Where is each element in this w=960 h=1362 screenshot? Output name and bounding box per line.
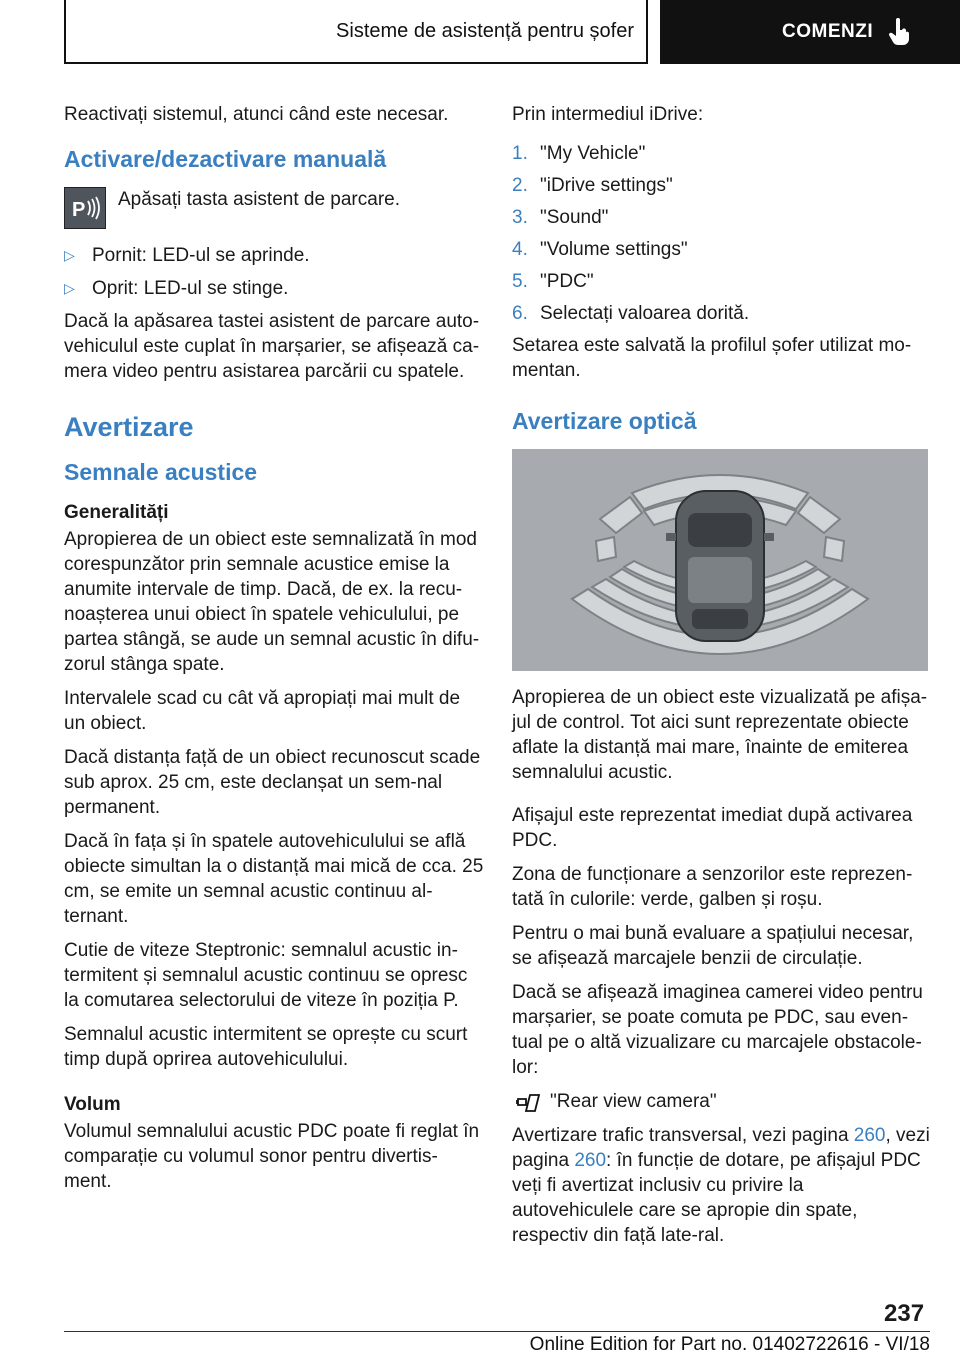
svg-text:P: P	[72, 199, 86, 221]
step-number: 5.	[512, 271, 528, 292]
triangle-bullet-icon: ▷	[64, 247, 75, 263]
section-title: Sisteme de asistență pentru șofer	[336, 19, 634, 42]
manual-heading: Activare/dezactivare manuală	[64, 146, 387, 172]
camera-option	[512, 1089, 930, 1114]
general-heading: Generalități	[64, 502, 169, 523]
step-text: "My Vehicle"	[540, 143, 646, 164]
optical-heading: Avertizare optică	[512, 408, 697, 434]
rear-camera-icon	[514, 1091, 542, 1113]
header-section-title	[64, 0, 648, 64]
step-number: 2.	[512, 175, 528, 196]
step-text: Selectați valoarea dorită.	[540, 303, 750, 324]
saved-note: Setarea este salvată la profilul șofer utilizat mo-mentan.	[512, 335, 912, 381]
intro-text: Reactivați sistemul, atunci când este necesar.	[64, 104, 449, 125]
page-link-260[interactable]: 260	[853, 1125, 886, 1146]
paragraph: Apropierea de un obiect este vizualizată pe afișa-jul de control. Tot aici sunt reprezentate obiecte aflate la distanță mai mare, înainte de emiterea semnalului acustic.	[512, 687, 928, 783]
step-number: 1.	[512, 143, 528, 164]
paragraph: Cutie de viteze Steptronic: semnalul acustic in-termitent și semnalul acustic continuu se opresc la comutarea selectorului de viteze în poziția P.	[64, 940, 468, 1011]
page-link-260[interactable]: 260	[574, 1150, 607, 1171]
bullet-text: Oprit: LED-ul se stinge.	[92, 278, 289, 299]
idrive-intro: Prin intermediul iDrive:	[512, 104, 704, 125]
step-number: 4.	[512, 239, 528, 260]
camera-label: "Rear view camera"	[550, 1091, 717, 1112]
list-item	[512, 205, 930, 230]
paragraph: Zona de funcționare a senzorilor este reprezen-tată în culorile: verde, galben și roșu.	[512, 864, 913, 910]
volume-text: Volumul semnalului acustic PDC poate fi reglat în comparație cu volumul sonor pentru divertis-ment.	[64, 1121, 480, 1192]
paragraph: Dacă se afișează imaginea camerei video pentru marșarier, se poate comuta pe PDC, sau even-tual pe o altă vizualizare cu marcajele obstacole-lor:	[512, 982, 923, 1078]
step-text: "Volume settings"	[540, 239, 688, 260]
paragraph: Semnalul acustic intermitent se oprește cu scurt timp după oprirea autovehiculului.	[64, 1024, 468, 1070]
pdc-display-image	[512, 449, 928, 671]
idrive-steps	[512, 141, 930, 326]
paragraph: Pentru o mai bună evaluare a spațiului necesar, se afișează marcajele benzii de circulație.	[512, 923, 914, 969]
cross-traffic-part: , vezi pagina	[512, 1125, 930, 1171]
paragraph: Dacă distanța față de un obiect recunoscut scade sub aprox. 25 cm, este declanșat un sem-nal permanent.	[64, 747, 481, 818]
volume-heading: Volum	[64, 1094, 121, 1115]
chapter-title: COMENZI	[782, 21, 874, 42]
header-chapter-tab[interactable]	[660, 0, 960, 64]
paragraph: Afișajul este reprezentat imediat după activarea PDC.	[512, 805, 913, 851]
paragraph: Apropierea de un obiect este semnalizată în mod corespunzător prin semnale acustice emise la anumite intervale de timp. Dacă, de ex. la recu-noașterea unui obiect în spatele vehiculului, pe partea stângă, se aude un semnal acustic în difu-zorul stânga spate.	[64, 529, 480, 675]
step-text: "iDrive settings"	[540, 175, 673, 196]
step-text: "Sound"	[540, 207, 609, 228]
list-item	[512, 301, 930, 326]
pointing-hand-icon	[887, 18, 911, 46]
paragraph: Intervalele scad cu cât vă apropiați mai mult de un obiect.	[64, 688, 461, 734]
page-number: 237	[884, 1300, 925, 1327]
warning-heading: Avertizare	[64, 412, 194, 442]
button-instruction	[64, 187, 484, 229]
step-text: "PDC"	[540, 271, 594, 292]
cross-traffic-part: : în funcție de dotare, pe afișajul PDC veți fi avertizat inclusiv cu privire la autovehiculele care se apropie din spate, respectiv din față late-ral.	[512, 1150, 921, 1246]
cross-traffic-text	[512, 1123, 930, 1248]
list-item	[512, 173, 930, 198]
park-assist-button-icon	[64, 187, 106, 229]
list-item	[64, 243, 484, 268]
acoustic-heading: Semnale acustice	[64, 459, 258, 485]
step-number: 3.	[512, 207, 528, 228]
paragraph: Dacă în fața și în spatele autovehiculului se află obiecte simultan la o distanță mai mică de cca. 25 cm, se emite un semnal acustic continuu al-ternant.	[64, 831, 484, 927]
list-item	[64, 276, 484, 301]
cross-traffic-part: Avertizare trafic transversal, vezi pagina	[512, 1125, 854, 1146]
step-number: 6.	[512, 303, 528, 324]
left-column	[64, 102, 484, 1203]
bullet-text: Pornit: LED-ul se aprinde.	[92, 245, 310, 266]
list-item	[512, 141, 930, 166]
reverse-gear-note: Dacă la apăsarea tastei asistent de parcare auto-vehiculul este cuplat în marșarier, se afișează ca-mera video pentru asistarea parcării cu spatele.	[64, 311, 480, 382]
list-item	[512, 237, 930, 262]
list-item	[512, 269, 930, 294]
triangle-bullet-icon: ▷	[64, 280, 75, 296]
button-instruction-text: Apăsați tasta asistent de parcare.	[118, 189, 400, 210]
footer-divider	[64, 1331, 930, 1332]
footer-edition: Online Edition for Part no. 01402722616 - VI/18	[529, 1334, 930, 1355]
right-column	[512, 102, 930, 1257]
